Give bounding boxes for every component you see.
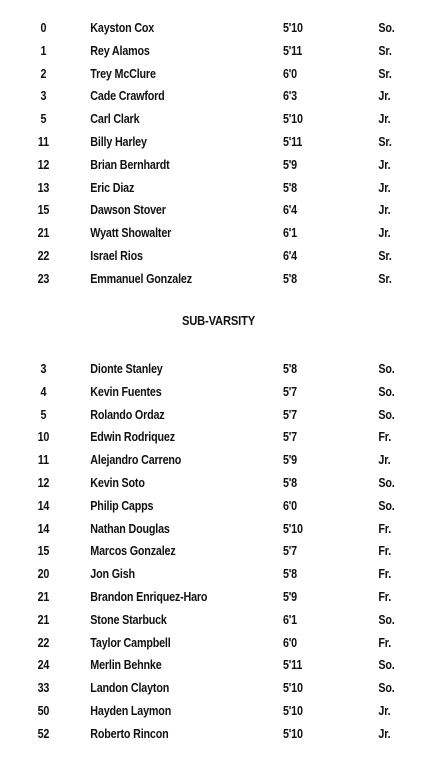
player-height: 5'8 <box>282 180 297 195</box>
player-year: Sr. <box>378 43 392 58</box>
player-number: 12 <box>37 475 50 490</box>
player-name: Nathan Douglas <box>90 521 170 536</box>
roster-row <box>0 472 436 495</box>
player-height: 5'8 <box>282 362 297 376</box>
roster-row <box>0 586 436 609</box>
varsity-roster <box>0 17 436 291</box>
player-number: 0 <box>40 21 47 35</box>
player-name: Kevin Fuentes <box>90 384 162 399</box>
player-number: 22 <box>37 248 50 263</box>
roster-row <box>0 154 436 177</box>
roster-row <box>0 199 436 222</box>
roster-row <box>0 177 436 200</box>
player-year: Fr. <box>378 567 392 582</box>
player-name: Merlin Behnke <box>90 658 162 673</box>
player-name: Rolando Ordaz <box>90 407 165 422</box>
player-year: Fr. <box>378 589 392 604</box>
player-year: So. <box>378 21 395 35</box>
player-height: 5'7 <box>282 544 297 559</box>
roster-row <box>0 677 436 700</box>
player-year: Sr. <box>378 271 392 286</box>
player-number: 12 <box>37 157 50 172</box>
roster-row <box>0 17 436 40</box>
player-height: 5'7 <box>282 430 297 445</box>
player-name: Eric Diaz <box>90 180 135 195</box>
player-height: 5'7 <box>282 384 297 399</box>
roster-row <box>0 404 436 427</box>
player-year: So. <box>378 362 395 376</box>
player-number: 33 <box>37 681 50 696</box>
player-height: 5'10 <box>282 521 303 536</box>
player-height: 6'4 <box>282 203 297 218</box>
player-number: 10 <box>37 430 50 445</box>
sub-varsity-roster <box>0 358 436 746</box>
player-number: 21 <box>37 612 50 627</box>
player-name: Kayston Cox <box>90 21 155 35</box>
roster-row <box>0 495 436 518</box>
roster-row <box>0 632 436 655</box>
roster-row <box>0 85 436 108</box>
roster-row <box>0 268 436 291</box>
player-year: Sr. <box>378 66 392 81</box>
player-name: Billy Harley <box>90 134 147 149</box>
player-number: 3 <box>40 362 47 376</box>
player-name: Israel Rios <box>90 248 143 263</box>
player-year: Jr. <box>378 203 391 218</box>
player-name: Landon Clayton <box>90 681 170 696</box>
player-name: Wyatt Showalter <box>90 226 172 241</box>
player-height: 5'9 <box>282 589 297 604</box>
player-number: 5 <box>40 112 47 127</box>
player-height: 6'3 <box>282 89 297 104</box>
roster-row <box>0 131 436 154</box>
player-height: 5'8 <box>282 475 297 490</box>
player-number: 20 <box>37 567 50 582</box>
player-name: Cade Crawford <box>90 89 165 104</box>
player-number: 24 <box>37 658 50 673</box>
player-height: 5'10 <box>282 681 303 696</box>
player-year: So. <box>378 384 395 399</box>
player-number: 2 <box>40 66 47 81</box>
roster-row <box>0 381 436 404</box>
player-height: 6'4 <box>282 248 297 263</box>
player-number: 52 <box>37 726 50 741</box>
player-number: 15 <box>37 544 50 559</box>
player-year: So. <box>378 407 395 422</box>
player-name: Hayden Laymon <box>90 703 172 718</box>
player-height: 6'0 <box>282 498 297 513</box>
player-name: Rey Alamos <box>90 43 150 58</box>
player-year: Jr. <box>378 703 391 718</box>
player-name: Philip Capps <box>90 498 154 513</box>
player-height: 5'10 <box>282 726 303 741</box>
player-height: 5'10 <box>282 703 303 718</box>
player-name: Emmanuel Gonzalez <box>90 271 192 286</box>
roster-row <box>0 518 436 541</box>
player-height: 6'0 <box>282 635 297 650</box>
roster-row <box>0 540 436 563</box>
sub-varsity-heading-text: SUB-VARSITY <box>181 313 255 328</box>
player-year: Fr. <box>378 544 392 559</box>
player-year: So. <box>378 612 395 627</box>
player-name: Roberto Rincon <box>90 726 169 741</box>
player-name: Alejandro Carreno <box>90 453 182 468</box>
player-number: 14 <box>37 521 50 536</box>
player-year: Fr. <box>378 430 392 445</box>
roster-row <box>0 563 436 586</box>
player-height: 5'10 <box>282 112 303 127</box>
player-year: So. <box>378 475 395 490</box>
roster-row <box>0 108 436 131</box>
player-height: 5'11 <box>282 658 303 673</box>
player-number: 14 <box>37 498 50 513</box>
player-year: Jr. <box>378 453 391 468</box>
roster-row <box>0 426 436 449</box>
player-name: Kevin Soto <box>90 475 145 490</box>
player-height: 5'10 <box>282 21 303 35</box>
player-number: 21 <box>37 226 50 241</box>
player-number: 15 <box>37 203 50 218</box>
player-year: Jr. <box>378 89 391 104</box>
player-number: 23 <box>37 271 50 286</box>
player-number: 11 <box>37 134 49 149</box>
player-height: 5'7 <box>282 407 297 422</box>
player-name: Brandon Enriquez-Haro <box>90 589 208 604</box>
player-height: 5'8 <box>282 271 297 286</box>
player-year: Sr. <box>378 134 392 149</box>
player-year: Jr. <box>378 157 391 172</box>
player-year: So. <box>378 658 395 673</box>
player-year: Sr. <box>378 248 392 263</box>
player-year: Jr. <box>378 112 391 127</box>
player-height: 5'9 <box>282 453 297 468</box>
player-number: 5 <box>40 407 47 422</box>
player-name: Stone Starbuck <box>90 612 167 627</box>
player-number: 13 <box>37 180 50 195</box>
player-number: 1 <box>40 43 47 58</box>
player-name: Brian Bernhardt <box>90 157 170 172</box>
player-name: Edwin Rodriquez <box>90 430 175 445</box>
player-height: 5'9 <box>282 157 297 172</box>
roster-row <box>0 449 436 472</box>
player-name: Jon Gish <box>90 567 135 582</box>
roster-row <box>0 245 436 268</box>
player-name: Taylor Campbell <box>90 635 171 650</box>
roster-row <box>0 358 436 381</box>
roster-row <box>0 654 436 677</box>
roster-row <box>0 723 436 746</box>
roster-row <box>0 609 436 632</box>
player-height: 5'11 <box>282 134 303 149</box>
sub-varsity-heading <box>0 313 436 328</box>
player-name: Carl Clark <box>90 112 140 127</box>
player-year: Fr. <box>378 521 392 536</box>
player-number: 3 <box>40 89 47 104</box>
player-number: 4 <box>40 384 47 399</box>
player-year: Jr. <box>378 726 391 741</box>
player-year: Fr. <box>378 635 392 650</box>
player-year: Jr. <box>378 180 391 195</box>
roster-row <box>0 63 436 86</box>
player-name: Dionte Stanley <box>90 362 163 376</box>
player-year: So. <box>378 498 395 513</box>
player-height: 6'0 <box>282 66 297 81</box>
roster-row <box>0 222 436 245</box>
player-height: 5'11 <box>282 43 303 58</box>
player-height: 6'1 <box>282 612 297 627</box>
player-name: Marcos Gonzalez <box>90 544 176 559</box>
player-year: So. <box>378 681 395 696</box>
player-number: 21 <box>37 589 50 604</box>
player-number: 11 <box>37 453 49 468</box>
player-name: Dawson Stover <box>90 203 166 218</box>
roster-row <box>0 700 436 723</box>
player-number: 22 <box>37 635 50 650</box>
player-number: 50 <box>37 703 50 718</box>
roster-row <box>0 40 436 63</box>
player-height: 5'8 <box>282 567 297 582</box>
player-height: 6'1 <box>282 226 297 241</box>
player-year: Jr. <box>378 226 391 241</box>
player-name: Trey McClure <box>90 66 156 81</box>
